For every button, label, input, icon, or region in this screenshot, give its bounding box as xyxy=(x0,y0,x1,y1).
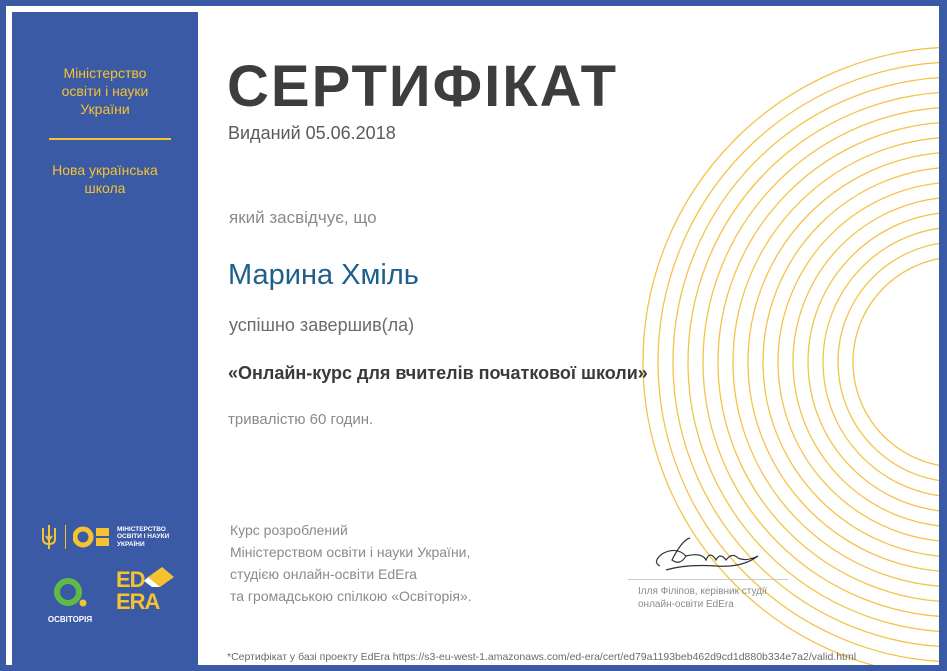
ministry-line: Міністерство xyxy=(63,65,147,81)
mon-logo-line: ОСВІТИ І НАУКИ xyxy=(117,533,170,541)
decorative-ring xyxy=(733,137,947,587)
edera-logo xyxy=(116,569,159,613)
certificate-title: СЕРТИФІКАТ xyxy=(227,54,619,119)
developed-by xyxy=(230,519,472,607)
decorative-ring xyxy=(853,257,947,467)
mon-logo-line: УКРАЇНИ xyxy=(117,540,145,548)
trident-icon xyxy=(40,524,58,550)
developed-by-line: Курс розроблений xyxy=(230,522,348,538)
mon-logo-icon xyxy=(73,526,111,548)
ministry-line: освіти і науки xyxy=(61,83,149,99)
program-line: Нова українська xyxy=(52,162,158,178)
verification-footnote: *Сертифікат у базі проекту EdEra https://s3-eu-west-1.amazonaws.com/ed-era/cert/ed79a1193beb462d9cd1d880b334e7a2/valid.html xyxy=(227,651,857,663)
signature-line xyxy=(628,579,788,580)
certifies-text: який засвідчує, що xyxy=(229,208,377,227)
program-line: школа xyxy=(84,180,126,196)
osvitoria-logo xyxy=(46,578,94,624)
signer-info xyxy=(638,585,767,611)
edera-line: ERA xyxy=(116,589,160,614)
signature-icon xyxy=(646,536,786,576)
issue-date: Виданий 05.06.2018 xyxy=(228,123,396,143)
sidebar-divider xyxy=(49,138,171,140)
edera-logo-icon xyxy=(142,565,176,587)
completed-text: успішно завершив(ла) xyxy=(229,315,415,335)
edera-line: ED xyxy=(116,567,145,592)
decorative-ring xyxy=(838,242,947,482)
ministry-line: України xyxy=(80,101,130,117)
mon-logo xyxy=(40,522,187,552)
osvitoria-label: ОСВІТОРІЯ xyxy=(47,615,93,624)
recipient-name: Марина Хміль xyxy=(228,259,419,291)
ministry-title xyxy=(12,64,198,118)
signer-line: Ілля Філіпов, керівник студії xyxy=(638,586,767,597)
signer-line: онлайн-освіти EdEra xyxy=(638,599,734,610)
developed-by-line: та громадською спілкою «Освіторія». xyxy=(230,588,472,604)
course-duration: тривалістю 60 годин. xyxy=(228,411,374,428)
developed-by-line: студією онлайн-освіти EdEra xyxy=(230,566,417,582)
decorative-ring xyxy=(778,182,947,542)
osvitoria-logo-icon xyxy=(52,578,88,608)
logo-separator xyxy=(65,525,66,549)
decorative-ring xyxy=(763,167,947,557)
mon-logo-text xyxy=(117,526,187,549)
program-title xyxy=(12,161,198,197)
course-title: «Онлайн-курс для вчителів початкової школи» xyxy=(228,363,648,383)
developed-by-line: Міністерством освіти і науки України, xyxy=(230,544,471,560)
mon-logo-line: МІНІСТЕРСТВО xyxy=(117,525,166,533)
sidebar xyxy=(12,12,198,671)
decorative-ring xyxy=(808,212,947,512)
